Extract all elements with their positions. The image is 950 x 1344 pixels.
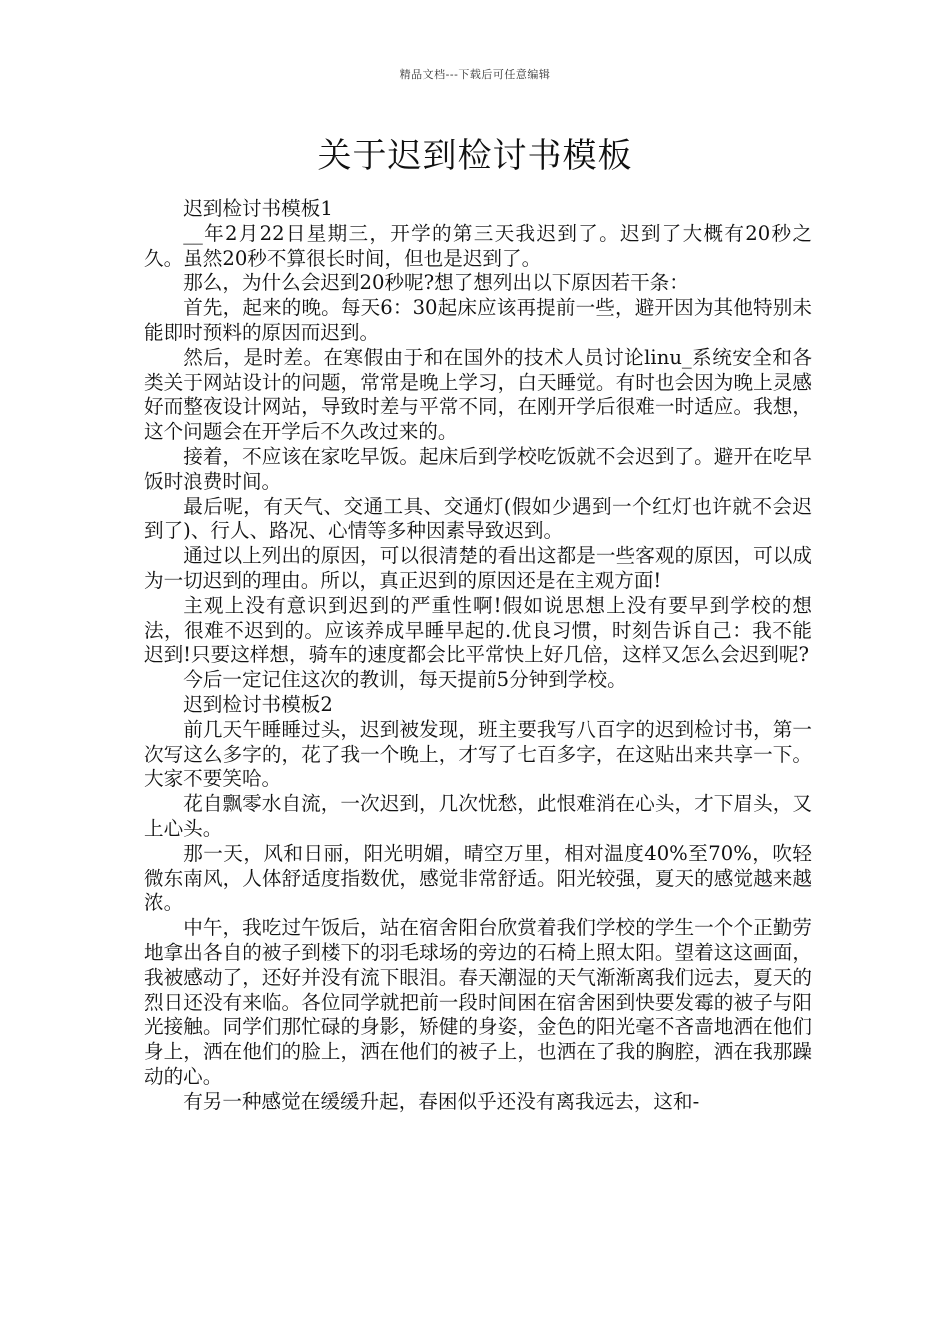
paragraph: 首先，起来的晚。每天6：30起床应该再提前一些，避开因为其他特别未能即时预料的原因而迟到。 [144,296,812,344]
paragraph: 主观上没有意识到迟到的严重性啊!假如说思想上没有要早到学校的想法，很难不迟到的。应该养成早睡早起的.优良习惯，时刻告诉自己：我不能迟到!只要这样想，骑车的速度都会比平常快上好几倍，这样又怎么会迟到呢? [144,593,812,667]
paragraph: 迟到检讨书模板1 [183,197,333,220]
paragraph: 那么，为什么会迟到20秒呢?想了想列出以下原因若干条： [183,271,689,295]
header-note: 精品文档---下载后可任意编辑 [399,68,551,81]
paragraph: 然后，是时差。在寒假由于和在国外的技术人员讨论linu_系统安全和各类关于网站设计的问题，常常是晚上学习，白天睡觉。有时也会因为晚上灵感好而整夜设计网站，导致时差与平常不同，在刚开学后很难一时适应。我想，这个问题会在开学后不久改过来的。 [144,345,812,444]
paragraph: 那一天，风和日丽，阳光明媚，晴空万里，相对温度40%至70%，吹轻微东南风，人体舒适度指数优，感觉非常舒适。阳光较强，夏天的感觉越来越浓。 [144,841,812,915]
paragraph: 今后一定记住这次的教训，每天提前5分钟到学校。 [183,668,627,692]
paragraph: 中午，我吃过午饭后，站在宿舍阳台欣赏着我们学校的学生一个个正勤劳地拿出各自的被子到楼下的羽毛球场的旁边的石椅上照太阳。望着这这画面，我被感动了，还好并没有流下眼泪。春天潮湿的天气渐渐离我们远去，夏天的烈日还没有来临。各位同学就把前一段时间困在宿舍困到快要发霉的被子与阳光接触。同学们那忙碌的身影，矫健的身姿，金色的阳光毫不吝啬地洒在他们身上，洒在他们的脸上，洒在他们的被子上，也洒在了我的胸腔，洒在我那躁动的心。 [144,916,812,1088]
paragraph: 迟到检讨书模板2 [183,692,333,716]
paragraph: 最后呢，有天气、交通工具、交通灯(假如少遇到一个红灯也许就不会迟到了)、行人、路况、心情等多种因素导致迟到。 [144,494,812,543]
paragraph: 有另一种感觉在缓缓升起，春困似乎还没有离我远去，这和- [183,1089,700,1113]
paragraph: __年2月22日星期三，开学的第三天我迟到了。迟到了大概有20秒之久。虽然20秒不算很长时间，但也是迟到了。 [144,221,812,270]
paragraph: 前几天午睡睡过头，迟到被发现，班主要我写八百字的迟到检讨书，第一次写这么多字的，花了我一个晚上，才写了七百多字，在这贴出来共享一下。大家不要笑哈。 [144,717,812,791]
paragraph: 通过以上列出的原因，可以很清楚的看出这都是一些客观的原因，可以成为一切迟到的理由。所以，真正迟到的原因还是在主观方面! [144,544,812,592]
paragraph: 花自飘零水自流，一次迟到，几次忧愁，此恨难消在心头，才下眉头，又上心头。 [144,792,812,840]
document-title: 关于迟到检讨书模板 [317,136,633,176]
document-body [144,197,812,1114]
paragraph: 接着，不应该在家吃早饭。起床后到学校吃饭就不会迟到了。避开在吃早饭时浪费时间。 [144,444,812,493]
